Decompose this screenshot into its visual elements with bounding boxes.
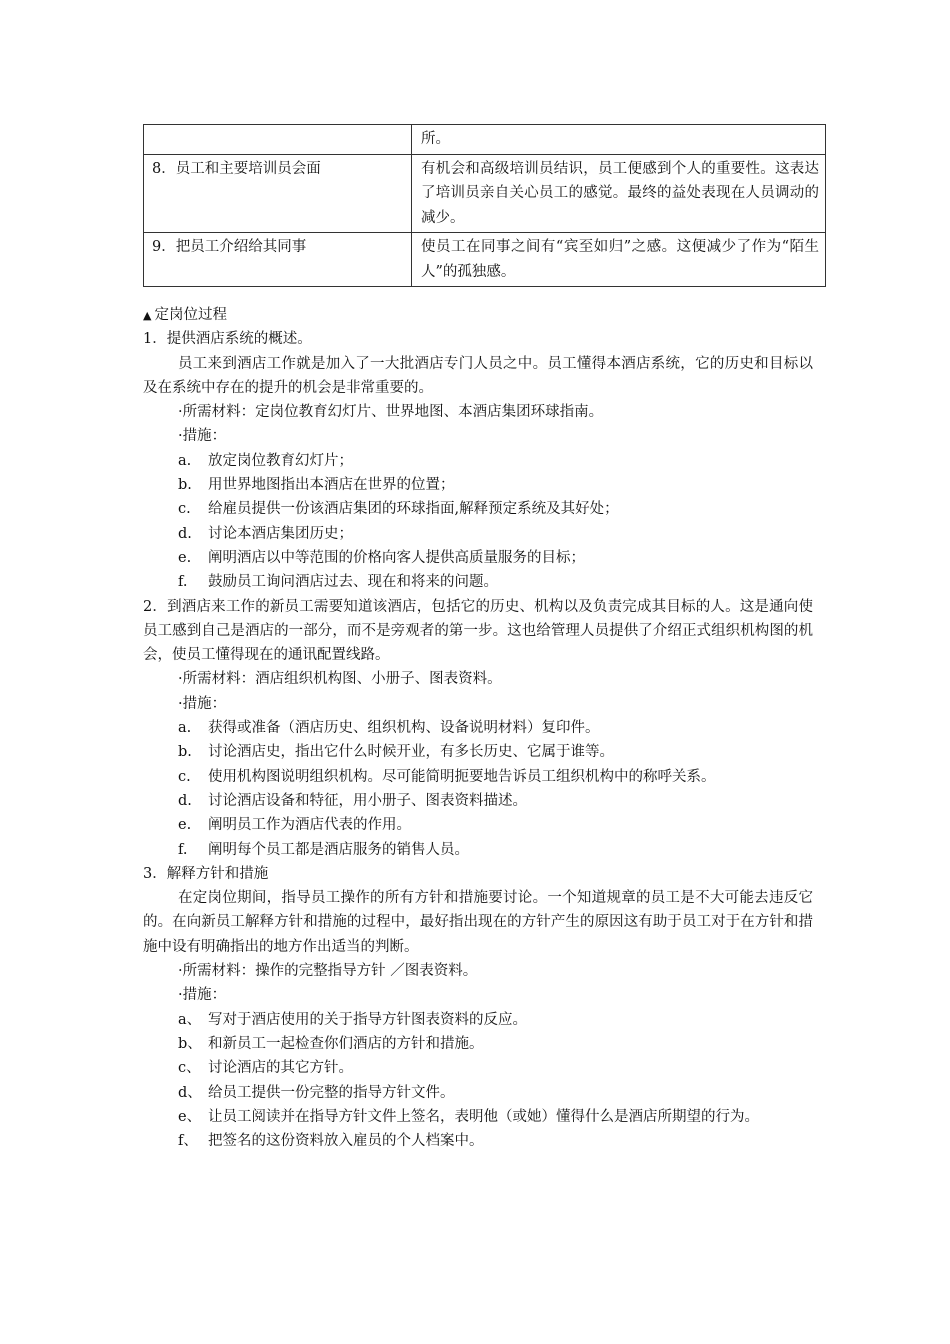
table-cell-description: 所。 (412, 125, 826, 155)
list-marker: e. (178, 549, 192, 566)
list-text: 和新员工一起检查你们酒店的方针和措施。 (208, 1035, 484, 1052)
section-1-measures-label: ·措施： (178, 428, 227, 445)
section-1-materials: ·所需材料：定岗位教育幻灯片、世界地图、本酒店集团环球指南。 (178, 404, 604, 421)
table-cell-description: 有机会和高级培训员结识，员工便感到个人的重要性。这表达了培训员亲自关心员工的感觉。最终的益处表现在人员调动的减少。 (412, 154, 826, 233)
section-3-measures-label: ·措施： (178, 987, 227, 1004)
list-marker: b、 (178, 1035, 202, 1052)
list-item (143, 716, 813, 740)
list-marker: f、 (178, 1133, 198, 1150)
list-text: 阐明酒店以中等范围的价格向客人提供高质量服务的目标； (208, 549, 585, 566)
list-item (143, 838, 813, 862)
list-text: 让员工阅读并在指导方针文件上签名，表明他（或她）懂得什么是酒店所期望的行为。 (208, 1108, 759, 1125)
list-marker: f. (178, 574, 188, 591)
list-item (143, 473, 813, 497)
section-title-text: 定岗位过程 (154, 307, 227, 323)
list-item (143, 546, 813, 570)
list-text: 讨论酒店史，指出它什么时候开业，有多长历史、它属于谁等。 (208, 744, 614, 761)
table-row (144, 233, 826, 287)
list-item (143, 765, 813, 789)
list-marker: c. (178, 501, 191, 518)
list-text: 阐明每个员工都是酒店服务的销售人员。 (208, 841, 469, 858)
list-text: 给雇员提供一份该酒店集团的环球指面,解释预定系统及其好处； (208, 501, 619, 518)
list-item (143, 570, 813, 594)
list-item (143, 497, 813, 521)
list-item (143, 522, 813, 546)
list-text: 讨论酒店设备和特征，用小册子、图表资料描述。 (208, 792, 527, 809)
list-item (143, 1056, 813, 1080)
list-text: 放定岗位教育幻灯片； (208, 452, 353, 469)
list-item (143, 449, 813, 473)
list-marker: e. (178, 817, 192, 834)
list-marker: a、 (178, 1011, 202, 1028)
orientation-steps-table (143, 124, 826, 287)
table-row (144, 154, 826, 233)
list-item (143, 1105, 813, 1129)
section-3-paragraph: 在定岗位期间，指导员工操作的所有方针和措施要讨论。一个知道规章的员工是不大可能去违反它的。在向新员工解释方针和措施的过程中，最好指出现在的方针产生的原因这有助于员工对于在方针和措施中设有明确指出的地方作出适当的判断。 (143, 890, 813, 955)
list-marker: d. (178, 525, 192, 542)
document-body (143, 303, 813, 1153)
list-marker: c、 (178, 1060, 201, 1077)
list-marker: d、 (178, 1084, 202, 1101)
list-text: 讨论酒店的其它方针。 (208, 1060, 353, 1077)
section-3-materials: ·所需材料：操作的完整指导方针 ／图表资料。 (178, 963, 478, 980)
table-row (144, 125, 826, 155)
list-text: 鼓励员工询问酒店过去、现在和将来的问题。 (208, 574, 498, 591)
list-marker: a. (178, 720, 192, 737)
list-marker: b. (178, 744, 192, 761)
section-2-materials: ·所需材料：酒店组织机构图、小册子、图表资料。 (178, 671, 502, 688)
table-cell-description: 使员工在同事之间有“宾至如归”之感。这便减少了作为“陌生人”的孤独感。 (412, 233, 826, 287)
list-item (143, 1032, 813, 1056)
list-text: 写对于酒店使用的关于指导方针图表资料的反应。 (208, 1011, 527, 1028)
list-text: 给员工提供一份完整的指导方针文件。 (208, 1084, 455, 1101)
list-text: 用世界地图指出本酒店在世界的位置； (208, 477, 455, 494)
section-1-paragraph: 员工来到酒店工作就是加入了一大批酒店专门人员之中。员工懂得本酒店系统，它的历史和目标以及在系统中存在的提升的机会是非常重要的。 (143, 355, 813, 396)
list-item (143, 1008, 813, 1032)
list-text: 讨论本酒店集团历史； (208, 525, 353, 542)
list-marker: d. (178, 792, 192, 809)
list-item (143, 740, 813, 764)
list-item (143, 1129, 813, 1153)
table-cell-step: 8．员工和主要培训员会面 (144, 154, 412, 233)
section-2-paragraph: 2．到酒店来工作的新员工需要知道该酒店，包括它的历史、机构以及负责完成其目标的人。这是通向使员工感到自己是酒店的一部分，而不是旁观者的第一步。这也给管理人员提供了介绍正式组织机构图的机会，使员工懂得现在的通讯配置线路。 (143, 598, 813, 664)
list-marker: b. (178, 477, 192, 494)
list-text: 获得或准备（酒店历史、组织机构、设备说明材料）复印件。 (208, 720, 600, 737)
list-text: 把签名的这份资料放入雇员的个人档案中。 (208, 1133, 484, 1150)
section-2-measures-label: ·措施： (178, 695, 227, 712)
list-marker: e、 (178, 1108, 202, 1125)
list-item (143, 789, 813, 813)
list-marker: c. (178, 768, 191, 785)
list-item (143, 1081, 813, 1105)
list-text: 阐明员工作为酒店代表的作用。 (208, 817, 411, 834)
list-item (143, 813, 813, 837)
section-3-heading: 3．解释方针和措施 (143, 865, 269, 882)
table-cell-step (144, 125, 412, 155)
triangle-bullet-icon: ▲ (143, 309, 152, 322)
section-title (143, 303, 813, 327)
list-text: 使用机构图说明组织机构。尽可能简明扼要地告诉员工组织机构中的称呼关系。 (208, 768, 716, 785)
section-1-heading: 1．提供酒店系统的概述。 (143, 331, 312, 348)
list-marker: a. (178, 452, 192, 469)
list-marker: f. (178, 841, 188, 858)
table-cell-step: 9．把员工介绍给其同事 (144, 233, 412, 287)
